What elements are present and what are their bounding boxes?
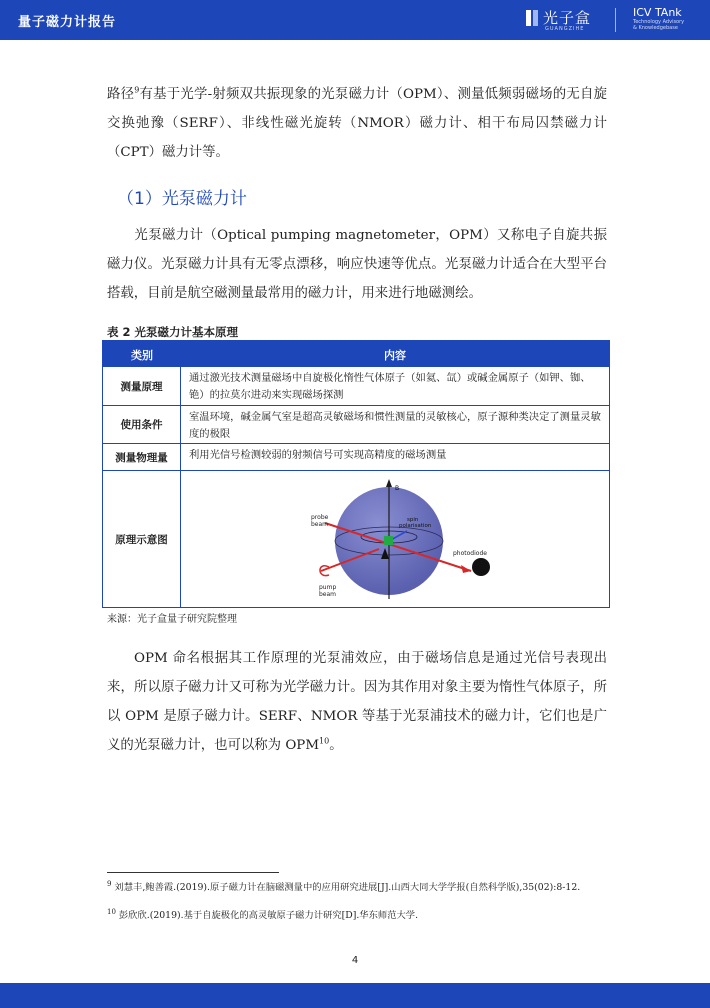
table-row: [103, 443, 609, 470]
row-content: 室温环境，碱金属气室是超高灵敏磁场和惯性测量的灵敏核心，原子源种类决定了测量灵敏度的极限: [189, 411, 601, 440]
intro-text-1: 路径: [107, 87, 135, 102]
opm-paragraph-text: 光泵磁力计（Optical pumping magnetometer，OPM）又称电子自旋共振磁力仪。光泵磁力计具有无零点漂移，响应快速等优点。光泵磁力计适合在大型平台搭载，目前是航空磁测量最常用的磁力计，用来进行地磁测绘。: [107, 228, 607, 301]
opm-naming-end: 。: [329, 738, 343, 753]
footnote-number: 9: [107, 879, 112, 888]
brand2-main: ICV TAnk: [633, 6, 682, 19]
photodiode-label: photodiode: [453, 550, 487, 557]
brand1-en: GUANGZIHE: [545, 26, 585, 32]
footnote-item: [107, 880, 607, 895]
spin-label: spin: [407, 517, 419, 523]
footnote-ref-10: 10: [319, 736, 330, 746]
guangzihe-mark-icon: [525, 8, 539, 28]
page-header: [0, 0, 710, 40]
probe-label: probe: [311, 514, 329, 521]
table-header-row: [103, 341, 609, 366]
row-category: 使用条件: [103, 406, 181, 443]
principle-table: [102, 340, 610, 608]
table-row: [103, 405, 609, 443]
probe-beam-label: beam: [311, 521, 329, 528]
probe-beam-arrowhead: [461, 565, 471, 573]
footnote-text: 刘慧丰,鲍善霞.(2019).原子磁力计在脑磁测量中的应用研究进展[J].山西大同大学学报(自然科学版),35(02):8-12.: [111, 882, 581, 893]
intro-text-2: 有基于光学-射频双共振现象的光泵磁力计（OPM）、测量低频弱磁场的无自旋交换弛豫（SERF）、非线性磁光旋转（NMOR）磁力计、相干布局囚禁磁力计（CPT）磁力计等。: [107, 87, 607, 160]
row-category: 原理示意图: [103, 471, 181, 607]
table-row: [103, 470, 609, 607]
intro-paragraph: [107, 80, 607, 167]
table-source: 来源：光子盒量子研究院整理: [107, 614, 237, 625]
report-title: 量子磁力计报告: [18, 15, 117, 30]
b0-arrow-head: [386, 479, 392, 487]
page-footer-band: [0, 983, 710, 1008]
row-content: 通过激光技术测量磁场中自旋极化惰性气体原子（如氦、氙）或碱金属原子（如钾、铷、铯）的拉莫尔进动来实现磁场探测: [189, 372, 591, 401]
footnote-item: [107, 908, 607, 923]
logo-divider: [615, 8, 616, 32]
photodiode-icon: [472, 558, 490, 576]
brand1-cn: 光子盒: [543, 9, 592, 27]
footnote-number: 10: [107, 907, 116, 916]
table-row: [103, 366, 609, 405]
row-content: 利用光信号检测较弱的射频信号可实现高精度的磁场测量: [189, 449, 447, 461]
header-category: 类别: [131, 349, 153, 362]
footnote-ref-9: 9: [134, 85, 140, 95]
row-category: 测量物理量: [103, 444, 181, 470]
pump-beam-label: beam: [319, 591, 337, 598]
pump-label: pump: [319, 584, 337, 591]
icvtank-logo: [633, 7, 684, 31]
section-heading: （1）光泵磁力计: [117, 189, 247, 209]
spin-marker: [384, 536, 393, 545]
opm-naming-paragraph: [107, 644, 607, 760]
opm-principle-diagram: [311, 479, 501, 603]
table-caption: 表 2 光泵磁力计基本原理: [107, 325, 239, 339]
b0-label: B: [395, 485, 400, 492]
guangzihe-logo: [525, 7, 605, 33]
polarisation-label: polarisation: [399, 523, 432, 529]
header-content: 内容: [384, 349, 406, 362]
brand2-sub2: & Knowledgebase: [633, 25, 678, 31]
footnote-rule: [107, 872, 279, 873]
opm-paragraph: [107, 221, 607, 308]
footnote-text: 彭欣欣.(2019).基于自旋极化的高灵敏原子磁力计研究[D].华东师范大学.: [115, 910, 419, 921]
row-category: 测量原理: [103, 367, 181, 405]
opm-naming-text: OPM 命名根据其工作原理的光泵浦效应，由于磁场信息是通过光信号表现出来，所以原子磁力计又可称为光学磁力计。因为其作用对象主要为惰性气体原子，所以 OPM 是原子磁力计。SERF、NMOR 等基于光泵浦技术的磁力计，它们也是广义的光泵磁力计，也可以称为 OPM: [107, 651, 607, 753]
brand2-sub1: Technology Advisory: [633, 19, 685, 25]
page-number: 4: [351, 955, 359, 966]
